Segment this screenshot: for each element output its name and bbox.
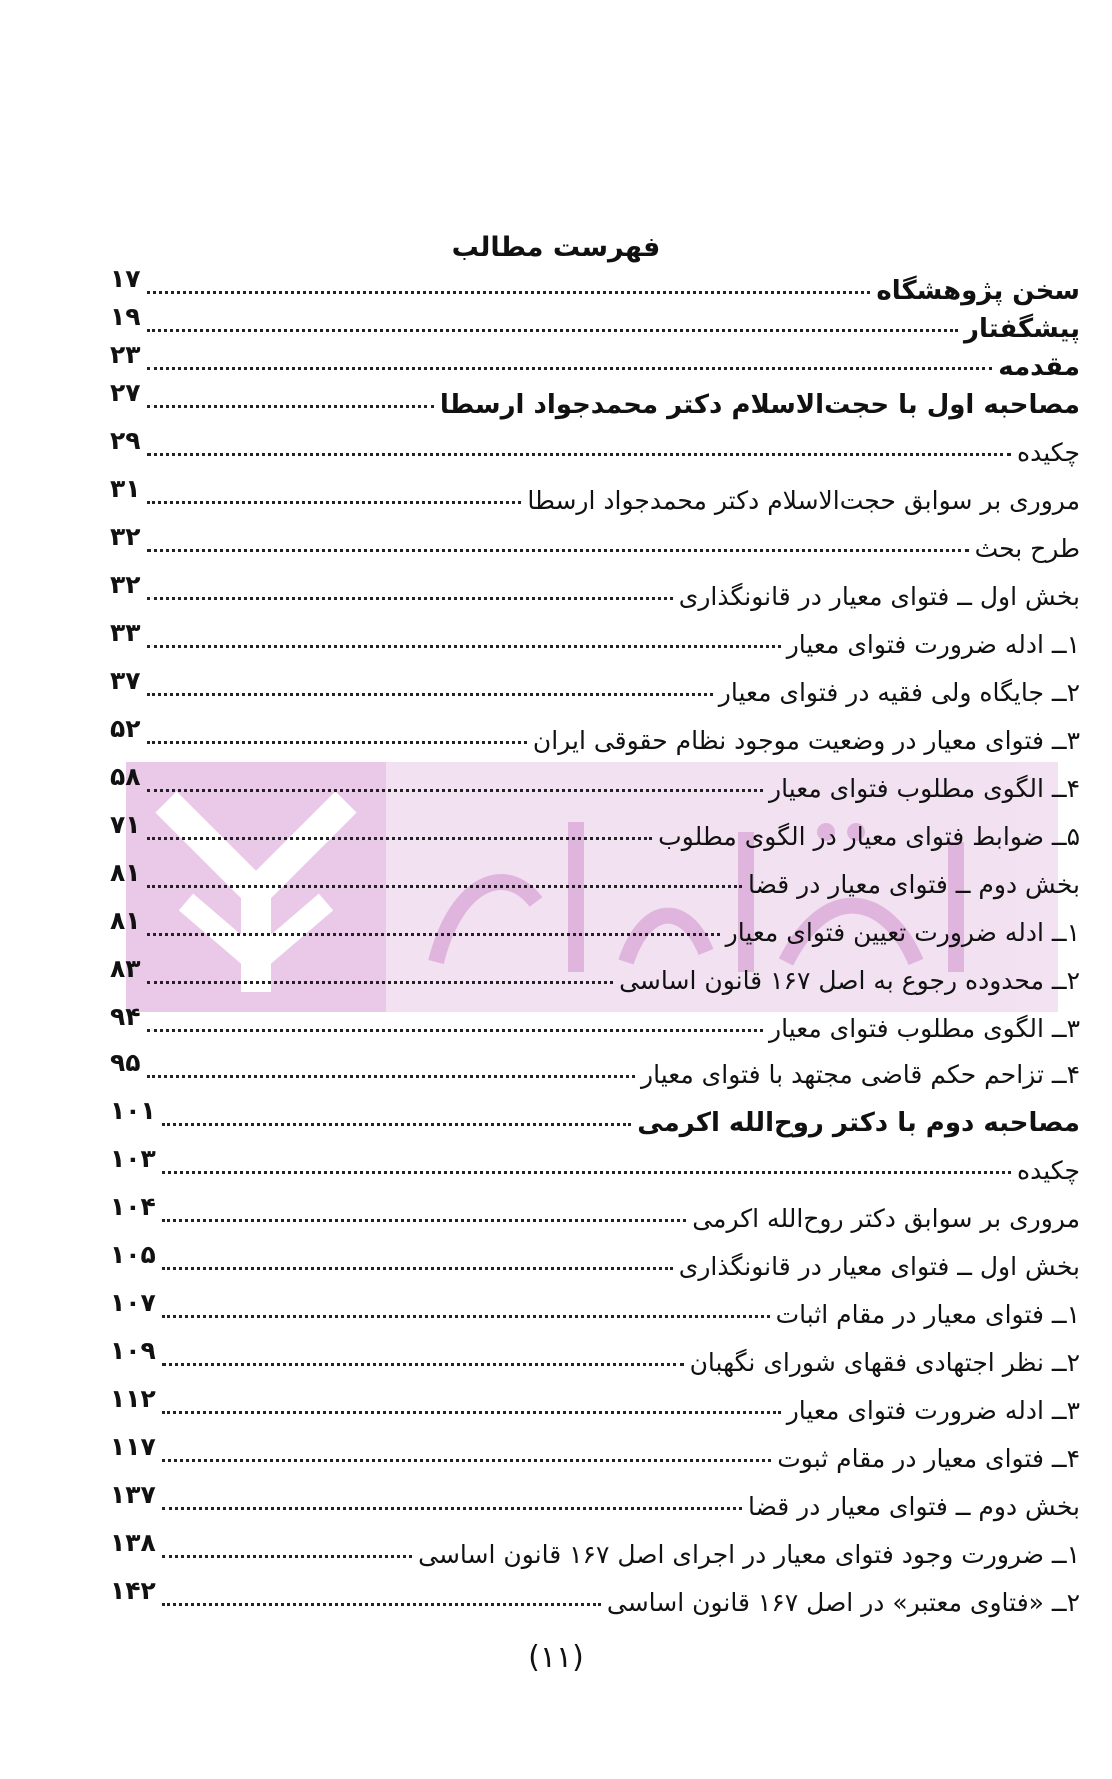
toc-entry-title: مقدمه: [998, 352, 1080, 382]
toc-entry[interactable]: [110, 1144, 1080, 1192]
toc-page-number: ۱۱۷: [110, 1432, 156, 1461]
toc-dot-leader: [162, 1168, 1011, 1174]
toc-page-number: ۸۳: [110, 954, 141, 983]
toc-entry-title: ۳ــ الگوی مطلوب فتوای معیار: [769, 1014, 1080, 1043]
toc-entry[interactable]: [110, 714, 1080, 762]
toc-entry-title: ۱ــ ادله ضرورت تعیین فتوای معیار: [725, 918, 1080, 947]
toc-entry[interactable]: [110, 1048, 1080, 1096]
toc-entry-title: بخش اول ــ فتوای معیار در قانونگذاری: [678, 1252, 1080, 1281]
toc-entry[interactable]: [110, 1288, 1080, 1336]
toc-entry[interactable]: [110, 762, 1080, 810]
toc-entry-title: طرح بحث: [974, 534, 1080, 563]
toc-entry[interactable]: [110, 1240, 1080, 1288]
toc-entry-title: ۴ــ تزاحم حکم قاضی مجتهد با فتوای معیار: [641, 1060, 1080, 1089]
toc-entry-title: مروری بر سوابق حجت‌الاسلام دکتر محمدجواد ارسطا: [527, 486, 1080, 515]
toc-page-number: ۱۷: [110, 264, 141, 293]
toc-entry[interactable]: [110, 1002, 1080, 1050]
toc-entry-title: ۲ــ «فتاوی معتبر» در اصل ۱۶۷ قانون اساسی: [606, 1588, 1080, 1617]
toc-page-number: ۳۲: [110, 522, 141, 551]
toc-dot-leader: [147, 364, 992, 370]
toc-entry[interactable]: [110, 810, 1080, 858]
toc-entry[interactable]: [110, 618, 1080, 666]
toc-entry-title: بخش دوم ــ فتوای معیار در قضا: [747, 1492, 1080, 1521]
toc-dot-leader: [147, 930, 720, 936]
toc-dot-leader: [162, 1504, 742, 1510]
toc-dot-leader: [162, 1264, 673, 1270]
toc-entry[interactable]: [110, 522, 1080, 570]
toc-page-number: ۸۱: [110, 858, 141, 887]
toc-entry[interactable]: [110, 1576, 1080, 1624]
toc-entry[interactable]: [110, 1528, 1080, 1576]
toc-entry-title: مصاحبه دوم با دکتر روح‌الله اکرمی: [637, 1108, 1080, 1138]
toc-entry-title: ۳ــ فتوای معیار در وضعیت موجود نظام حقوقی ایران: [532, 726, 1080, 755]
toc-page-number: ۱۰۱: [110, 1096, 156, 1125]
toc-page-number: ۱۴۲: [110, 1576, 156, 1605]
toc-entry-title: بخش اول ــ فتوای معیار در قانونگذاری: [678, 582, 1080, 611]
toc-entry-title: پیشگفتار: [963, 314, 1080, 344]
toc-entry-title: ۱ــ ضرورت وجود فتوای معیار در اجرای اصل ۱۶۷ قانون اساسی: [418, 1540, 1080, 1569]
toc-dot-leader: [147, 1026, 763, 1032]
toc-page-number: ۱۰۳: [110, 1144, 156, 1173]
toc-dot-leader: [147, 326, 958, 332]
toc-page-number: ۸۱: [110, 906, 141, 935]
toc-dot-leader: [162, 1456, 771, 1462]
toc-entry[interactable]: [110, 378, 1080, 426]
toc-dot-leader: [147, 690, 713, 696]
toc-page-number: ۲۹: [110, 426, 141, 455]
toc-entry[interactable]: [110, 1384, 1080, 1432]
toc-dot-leader: [147, 978, 613, 984]
toc-entry[interactable]: [110, 1336, 1080, 1384]
toc-dot-leader: [147, 594, 673, 600]
toc-entry-title: ۲ــ نظر اجتهادی فقهای شورای نگهبان: [689, 1348, 1080, 1377]
toc-dot-leader: [147, 834, 652, 840]
toc-dot-leader: [147, 288, 870, 294]
toc-page-number: ۳۷: [110, 666, 141, 695]
toc-page-number: ۱۹: [110, 302, 141, 331]
toc-entry-title: ۴ــ الگوی مطلوب فتوای معیار: [769, 774, 1080, 803]
toc-page-number: ۱۰۵: [110, 1240, 156, 1269]
toc-entry[interactable]: [110, 1480, 1080, 1528]
toc-entry[interactable]: [110, 954, 1080, 1002]
toc-entry-title: ۱ــ فتوای معیار در مقام اثبات: [775, 1300, 1080, 1329]
toc-entry[interactable]: [110, 1192, 1080, 1240]
toc-entry-title: چکیده: [1016, 438, 1080, 467]
toc-entry-title: ۱ــ ادله ضرورت فتوای معیار: [786, 630, 1080, 659]
toc-page-number: ۱۱۲: [110, 1384, 156, 1413]
toc-dot-leader: [162, 1360, 684, 1366]
toc-page-number: ۵۸: [110, 762, 141, 791]
toc-entry[interactable]: [110, 570, 1080, 618]
toc-page-number: ۳۲: [110, 570, 141, 599]
toc-dot-leader: [147, 546, 969, 552]
toc-page-number: ۱۳۸: [110, 1528, 156, 1557]
toc-entry[interactable]: [110, 474, 1080, 522]
toc-entry[interactable]: [110, 1096, 1080, 1144]
toc-dot-leader: [147, 738, 527, 744]
toc-dot-leader: [147, 786, 763, 792]
toc-entry-title: ۲ــ محدوده رجوع به اصل ۱۶۷ قانون اساسی: [619, 966, 1080, 995]
toc-entry-title: مصاحبه اول با حجت‌الاسلام دکتر محمدجواد ارسطا: [439, 390, 1080, 420]
toc-page-number: ۳۳: [110, 618, 141, 647]
page-number: (۱۱): [528, 1640, 584, 1675]
toc-entry-title: بخش دوم ــ فتوای معیار در قضا: [747, 870, 1080, 899]
toc-entry[interactable]: [110, 906, 1080, 954]
toc-page-number: ۱۰۹: [110, 1336, 156, 1365]
toc-dot-leader: [162, 1312, 770, 1318]
toc-entry-title: ۳ــ ادله ضرورت فتوای معیار: [786, 1396, 1080, 1425]
toc-title: فهرست مطالب: [451, 232, 661, 263]
toc-dot-leader: [162, 1120, 631, 1126]
toc-entry[interactable]: [110, 666, 1080, 714]
toc-entry-title: ۲ــ جایگاه ولی فقیه در فتوای معیار: [718, 678, 1080, 707]
toc-page-number: ۷۱: [110, 810, 141, 839]
toc-entry[interactable]: [110, 1432, 1080, 1480]
toc-dot-leader: [162, 1552, 412, 1558]
toc-dot-leader: [147, 1072, 635, 1078]
toc-dot-leader: [162, 1408, 781, 1414]
toc-page-number: ۱۰۴: [110, 1192, 156, 1221]
toc-entry-title: ۵ــ ضوابط فتوای معیار در الگوی مطلوب: [658, 822, 1080, 851]
toc-page-number: ۱۰۷: [110, 1288, 156, 1317]
toc-entry[interactable]: [110, 426, 1080, 474]
toc-entry[interactable]: [110, 858, 1080, 906]
toc-dot-leader: [147, 450, 1011, 456]
toc-dot-leader: [147, 402, 434, 408]
toc-entry-title: ۴ــ فتوای معیار در مقام ثبوت: [777, 1444, 1080, 1473]
toc-dot-leader: [147, 882, 742, 888]
toc-page-number: ۱۳۷: [110, 1480, 156, 1509]
toc-page-number: ۵۲: [110, 714, 141, 743]
toc-entry-title: سخن پژوهشگاه: [876, 276, 1080, 306]
toc-entry-title: مروری بر سوابق دکتر روح‌الله اکرمی: [692, 1204, 1080, 1233]
toc-page-number: ۹۵: [110, 1048, 141, 1077]
toc-dot-leader: [162, 1600, 601, 1606]
toc-page-number: ۲۳: [110, 340, 141, 369]
toc-dot-leader: [147, 642, 781, 648]
toc-dot-leader: [147, 498, 521, 504]
toc-page-number: ۲۷: [110, 378, 141, 407]
toc-entry-title: چکیده: [1016, 1156, 1080, 1185]
toc-page-number: ۹۴: [110, 1002, 141, 1031]
toc-dot-leader: [162, 1216, 686, 1222]
toc-page-number: ۳۱: [110, 474, 141, 503]
